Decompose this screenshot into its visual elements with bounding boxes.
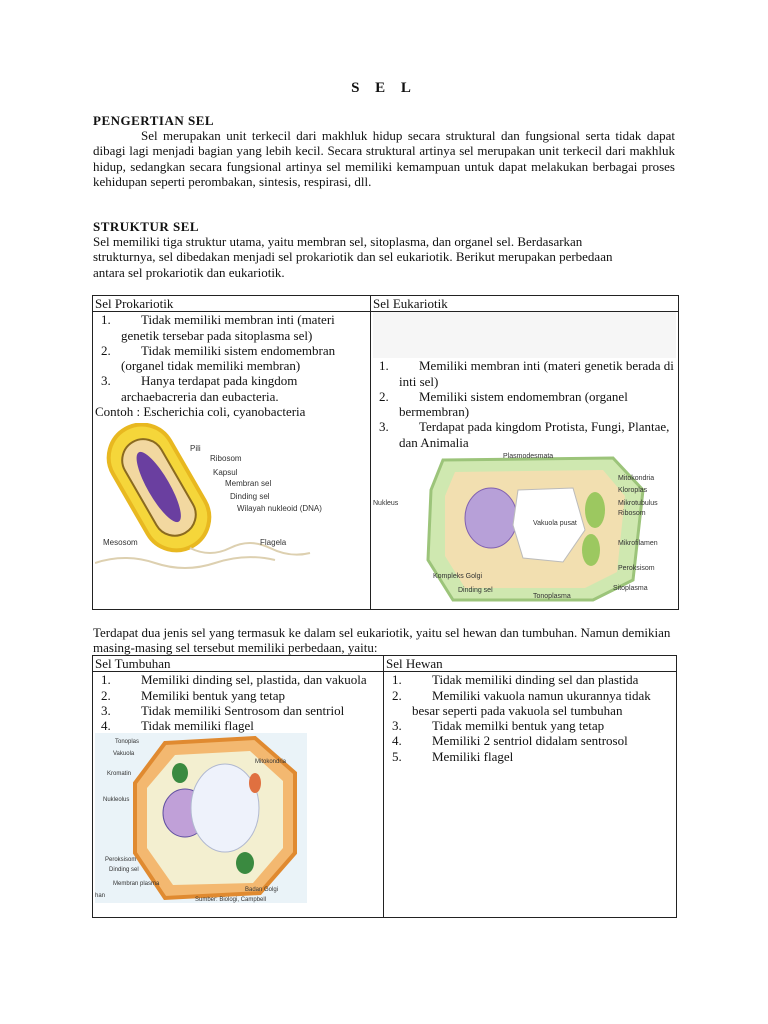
figure-label: Mikrofilamen [618,540,658,548]
figure-label: Tonoplasma [533,593,571,601]
prokaryote-cell-figure [95,423,370,578]
list-text: Hanya terdapat pada kingdom archaebacreria dan eubacteria. [121,373,298,404]
figure-label: Dinding sel [109,867,139,874]
list-item [95,703,381,718]
pengertian-paragraph: Sel merupakan unit terkecil dari makhluk hidup secara struktural dan fungsional serta tidak dapat dibagi lagi menjadi bagian yang lebih kecil. Secara struktural artinya sel merupakan unit terkecil dari makhluk hidup, sedangkan secara fungsional artinya sel memiliki kemampuan untuk dapat melakukan berbagai proses kehidupan seperti perombakan, sintesis, respirasi, dll. [93,128,675,189]
list-text: Memiliki 2 sentriol didalam sentrosol [432,733,628,749]
figure-label: Tonoplas [115,739,140,746]
list-number: 4. [392,733,402,749]
list-item [373,358,676,389]
prokariotik-example: Contoh : Escherichia coli, cyanobacteria [95,404,306,420]
prokariotik-cell [93,312,371,610]
list-item [95,312,368,343]
list-text: Tidak memiliki flagel [141,718,254,734]
figure-label: Vakuola [113,751,135,758]
eukaryote-cell-figure [373,450,677,608]
list-text: Memiliki vakuola namun ukurannya tidak besar seperti pada vakuola sel tumbuhan [412,687,651,718]
list-text: Memiliki sistem endomembran (organel bermembran) [399,388,628,420]
list-number: 2. [379,388,389,404]
list-item [95,373,368,404]
list-text: Tidak memiliki Sentrosom dan sentriol [141,702,345,718]
prokaryote-eukaryote-table [92,295,679,610]
tumbuhan-cell [93,672,384,918]
list-number: 3. [101,373,111,389]
figure-label: Sumber: Biologi, Campbell [195,897,267,904]
figure-label: Nukleus [373,500,399,508]
figure-label: Dinding sel [458,587,493,595]
section-heading-pengertian: PENGERTIAN SEL [93,113,215,128]
list-item [386,749,674,764]
list-text: Memiliki flagel [432,748,514,764]
list-number: 1. [101,672,111,688]
list-text: Tidak memiliki sistem endomembran (organel tidak memiliki membran) [121,342,336,374]
figure-label: Ribosom [618,510,646,518]
list-item [95,343,368,374]
figure-label: Pili [190,444,201,454]
list-text: Memiliki bentuk yang tetap [141,687,286,703]
list-item [373,389,676,420]
list-number: 3. [379,419,389,435]
section-heading-struktur: STRUKTUR SEL [93,219,200,234]
list-item [95,688,381,703]
page-title: S E L [351,80,417,96]
header-hewan: Sel Hewan [384,656,677,672]
list-text: Tidak memilki bentuk yang tetap [432,718,605,734]
list-number: 2. [101,687,111,703]
figure-label: Mesosom [103,538,138,548]
list-item [386,688,674,719]
figure-label: Dinding sel [230,492,270,502]
figure-label: Kapsul [213,468,238,478]
figure-label: Nukleolus [103,797,130,804]
figure-label: Membran plasma [113,881,160,888]
figure-label: Peroksisom [105,857,137,864]
list-number: 2. [392,687,402,703]
list-number: 1. [379,358,389,374]
list-text: Tidak memiliki membran inti (materi genetik tersebar pada sitoplasma sel) [121,312,335,343]
figure-label: Ribosom [210,454,242,464]
list-text: Memiliki dinding sel, plastida, dan vakuola [141,672,367,688]
list-text: Tidak memiliki dinding sel dan plastida [432,672,639,688]
figure-label: Mitokondria [618,475,655,483]
figure-label: Flagela [260,538,287,548]
list-item [386,718,674,733]
figure-label: Plasmodesmata [503,453,554,461]
figure-label: Membran sel [225,479,272,489]
figure-label: Mikrotubulus [618,500,658,508]
list-item [386,733,674,748]
list-item [95,718,381,733]
list-number: 1. [392,672,402,688]
struktur-paragraph: Sel memiliki tiga struktur utama, yaitu membran sel, sitoplasma, dan organel sel. Berdasarkan strukturnya, sel dibedakan menjadi sel prokariotik dan sel eukariotik. Berikut merupakan perbedaan antara sel prokariotik dan eukariotik. [93,234,613,280]
figure-label: Peroksisom [618,565,655,573]
list-item [95,672,381,687]
figure-label: Sitoplasma [613,585,648,593]
eukariotik-cell [371,312,679,610]
list-number: 5. [392,748,402,764]
figure-label: Kompleks Golgi [433,573,483,581]
header-eukariotik: Sel Eukariotik [371,296,679,312]
figure-label: Vakuola pusat [533,520,577,528]
figure-label: Kloroplas [618,487,648,495]
figure-label: Badan Golgi [245,887,279,894]
hewan-cell [384,672,677,918]
figure-label: han [95,893,106,900]
between-paragraph: Terdapat dua jenis sel yang termasuk ke dalam sel eukariotik, yaitu sel hewan dan tumbuhan. Namun demikian masing-masing sel tersebut memiliki perbedaan, yaitu: [93,625,671,656]
list-number: 2. [101,342,111,358]
list-item [386,672,674,687]
plant-cell-figure [95,733,307,903]
header-prokariotik: Sel Prokariotik [93,296,371,312]
figure-label: Kromatin [107,771,132,778]
header-tumbuhan: Sel Tumbuhan [93,656,384,672]
figure-label: Wilayah nukleoid (DNA) [237,504,322,514]
list-number: 4. [101,718,111,734]
plant-animal-table [92,655,677,918]
list-item [373,419,676,450]
list-number: 1. [101,312,111,328]
list-text: Terdapat pada kingdom Protista, Fungi, Plantae, dan Animalia [399,419,670,450]
list-number: 3. [101,702,111,718]
list-text: Memiliki membran inti (materi genetik berada di inti sel) [399,358,674,389]
figure-label: Mitokondria [255,759,287,766]
list-number: 3. [392,718,402,734]
